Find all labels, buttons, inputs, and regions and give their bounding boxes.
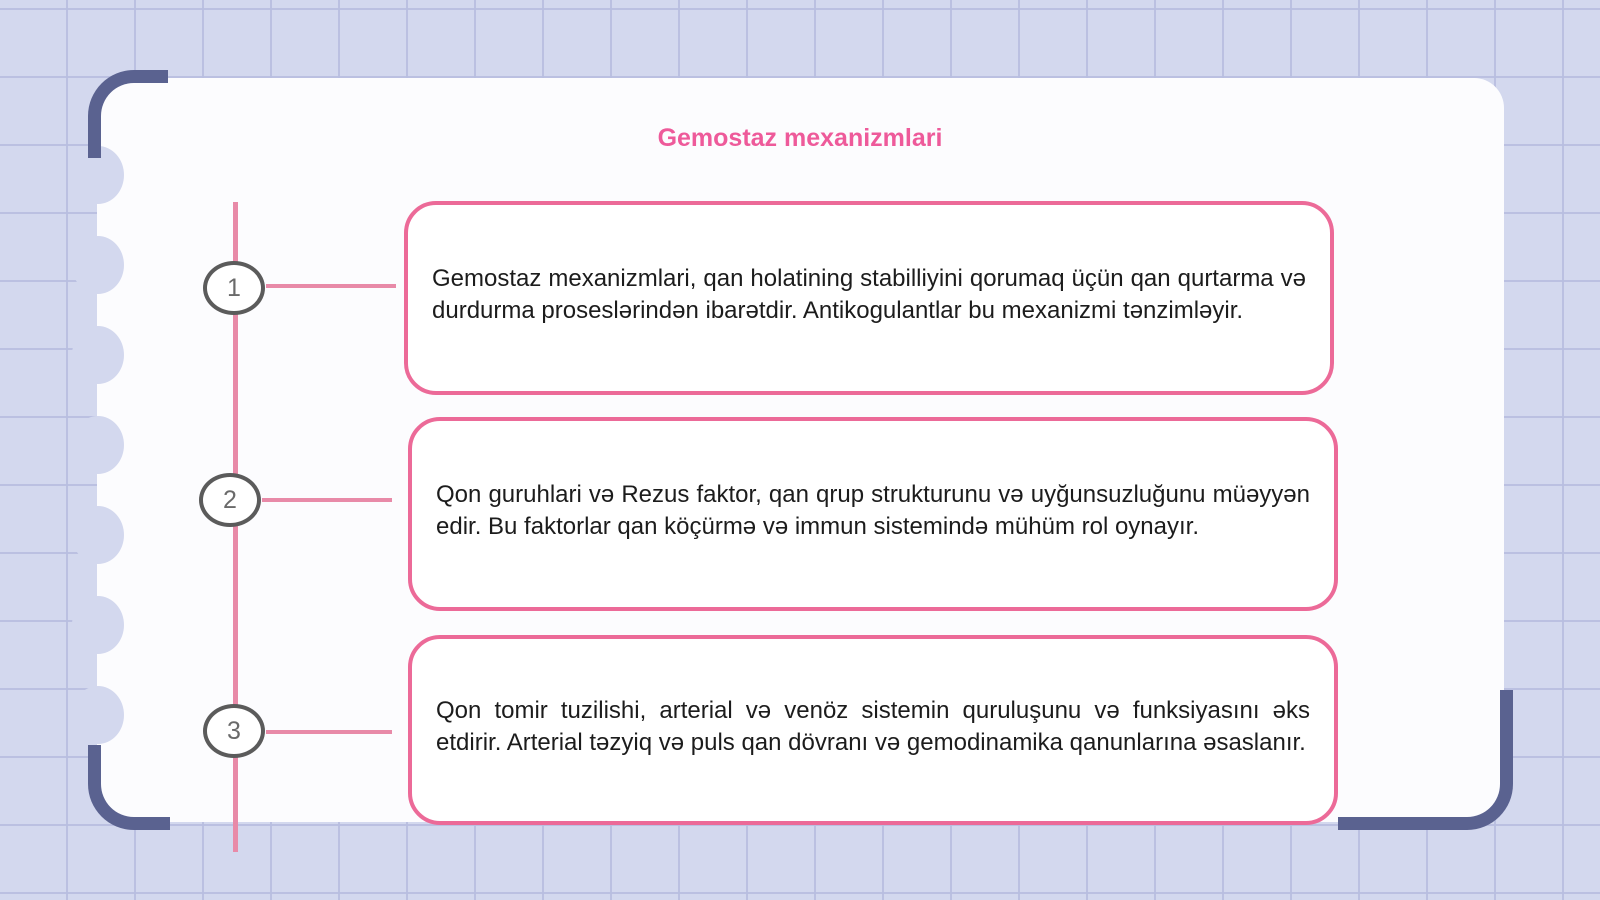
paper-scallop [72,686,124,744]
paper-scallop [72,236,124,294]
timeline-box-1 [404,201,1334,395]
corner-bracket-bottom-left [88,745,170,830]
timeline-box-3 [408,635,1338,825]
paper-scallop [72,326,124,384]
paper-scallop [72,596,124,654]
corner-bracket-bottom-right [1338,690,1513,830]
slide-title: Gemostaz mexanizmlari [657,124,943,152]
paper-scallop [72,506,124,564]
timeline-box-2 [408,417,1338,611]
paper-scallop [72,416,124,474]
timeline-node-2: 2 [199,473,261,527]
timeline-text-1: Gemostaz mexanizmlari, qan holatining stabilliyini qorumaq üçün qan qurtarma və durdurma proseslərindən ibarətdir. Antikogulantlar bu mexanizmi tənzimləyir. [432,265,1306,324]
timeline-connector [266,730,392,734]
timeline-node-3: 3 [203,704,265,758]
timeline-connector [262,498,392,502]
timeline-text-2: Qon guruhlari və Rezus faktor, qan qrup strukturunu və uyğunsuzluğunu müəyyən edir. Bu faktorlar qan köçürmə və immun sistemində mühüm rol oynayır. [436,481,1310,540]
timeline-connector [266,284,396,288]
timeline-node-1: 1 [203,261,265,315]
timeline-text-3: Qon tomir tuzilishi, arterial və venöz sistemin quruluşunu və funksiyasını əks etdirir. Arterial təzyiq və puls qan dövranı və gemodinamika qanunlarına əsaslanır. [436,697,1310,756]
